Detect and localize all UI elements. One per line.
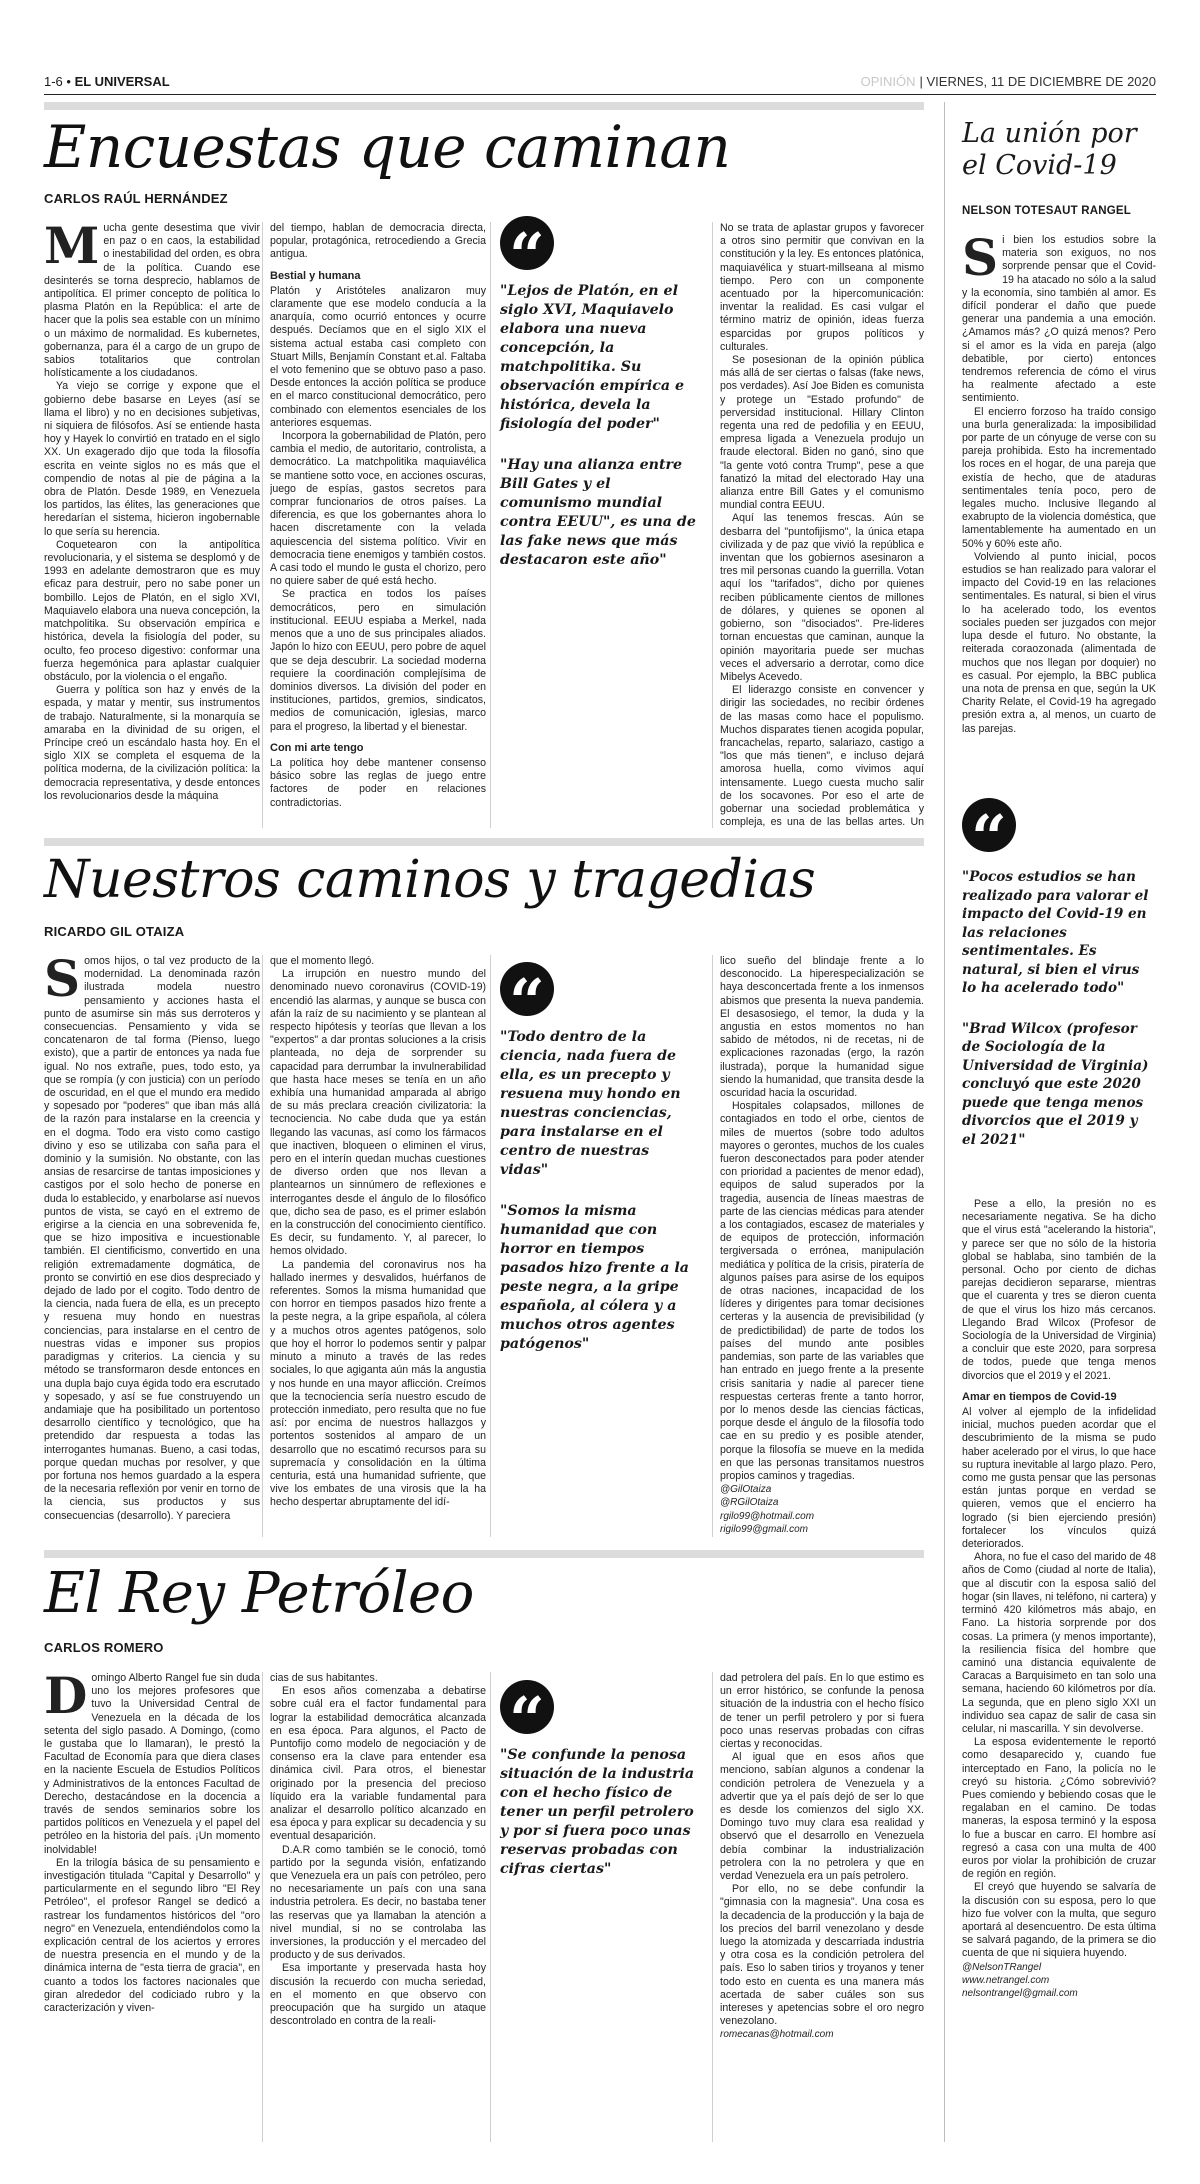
paragraph: Guerra y política son haz y envés de la espada, y matar y mentir, sus instrumentos de trabajo. Naturalmente, si la monarquía se amaraba en la divinidad de su origen, el Príncipe creó un escándalo hasta hoy. En el siglo XIX se completa el esquema de la política moderna, de la civilización política: la democracia representativa, y desde entonces los revolucionarios desde la máquina <box>44 684 260 802</box>
article-1-column-1 <box>44 222 260 830</box>
paragraph: Incorpora la gobernabilidad de Platón, pero cambia el medio, de autoritario, controlista, a democrático. La matchpolitika maquiavélica se mantiene sotto voce, en acciones oscuras, juego de espías, gastos secretos para comprar funcionarios de otros países. La diferencia, es que los gobernantes ahora lo hacen discretamente con la velada aquiescencia del sistema político. Vivir en democracia tiene enemigos y también costos. A casi todo el mundo le gusta el chorizo, pero no quiere saber de qué está hecho. <box>270 430 486 588</box>
pull-quote: "Brad Wilcox (profesor de Sociología de la Universidad de Virginia) concluyó que este 2020 puede que tenga menos divorcios que el 2019 y el 2021" <box>962 1020 1149 1148</box>
column-rule <box>712 222 713 828</box>
column-rule <box>490 222 491 828</box>
article-3-column-2 <box>270 1672 486 2142</box>
page-header: 1-6 • EL UNIVERSAL OPINIÓN | VIERNES, 11 DE DICIEMBRE DE 2020 <box>44 72 1156 95</box>
article-2-column-1 <box>44 955 260 1539</box>
paragraph: Domingo Alberto Rangel fue sin duda uno los mejores profesores que tuvo la Universidad Central de Venezuela en la década de los setenta del siglo pasado. A Domingo, (como le gustaba que lo llamaran), le prestó la Facultad de Economía para que diera clases en la naciente Escuela de Estudios Políticos y Administrativos de la entonces Facultad de Derecho, destacándose en la docencia a través de sendos seminarios sobre los partidos políticos en Venezuela y el papel del petróleo en la historia del país. ¡Un momento inolvidable! <box>44 1672 260 1856</box>
author-contact: www.netrangel.com <box>962 1974 1050 1986</box>
sidebar-rule <box>944 102 945 2142</box>
article-2-headline: Nuestros caminos y tragedias <box>44 850 816 910</box>
paragraph: En la trilogía básica de su pensamiento e investigación titulada "Capital y Desarrollo" y particularmente en el segundo libro "El Rey Petróleo", el profesor Rangel se dedicó a rastrear los fundamentos históricos del "oro negro" en Venezuela, entendiéndolos como la explicación central de los aciertos y errores de nuestra presencia en el mundo y de la dinámica interna de "esta tierra de gracia", en cuanto a todos los factores nacionales que giran alrededor del codiciado rubro y la caracterización y viven- <box>44 1856 260 2015</box>
sidebar-column-bottom <box>962 1198 1156 2142</box>
author-contact: nelsontrangel@gmail.com <box>962 1987 1078 1999</box>
article-2-column-4 <box>720 955 924 1539</box>
column-rule <box>490 955 491 1537</box>
paragraph: Al igual que en esos años que menciono, sabían algunos a condenar la condición petrolera de Venezuela y a advertir que ya el país dejó de ser lo que es desde los comienzos del siglo XX. Domingo tuvo muy clara esa realidad y observó que el desarrollo en Venezuela debía combinar la industrialización petrolera con la no petrolera y que en verdad Venezuela era un país petrolero. <box>720 1751 924 1883</box>
article-1-column-4 <box>720 222 924 830</box>
article-divider <box>44 1550 924 1558</box>
column-rule <box>712 1672 713 2142</box>
pull-quote: "Todo dentro de la ciencia, nada fuera de ella, es un precepto y resuena muy hondo en nuestras conciencias, para instalarse en el centro de nuestras vidas" <box>500 1029 681 1178</box>
paragraph: Por ello, no se debe confundir la "gimnasia con la magnesia". Una cosa es la decadencia de la producción y la baja de los precios del barril venezolano y desde luego la atomizada y descarriada industria y otra cosa es la condición petrolera del país. Eso lo saben tirios y troyanos y tener todo esto en cuenta es una manera más acertada de saber cuáles son sus intereses y apetencias sobre el oro negro venezolano. <box>720 1883 924 2028</box>
pull-quote: "Pocos estudios se han realizado para valorar el impacto del Covid-19 en las relaciones sentimentales. Es natural, si bien el virus lo ha acelerado todo" <box>962 869 1149 996</box>
paragraph: La pandemia del coronavirus nos ha hallado inermes y desvalidos, huérfanos de referentes. Somos la misma humanidad que con horror en tiempos pasados hizo frente a la peste negra, a la gripe española, al cólera y a muchos otros agentes patógenos, solo que hoy el horror lo podemos sentir y palpar minuto a minuto a través de las redes sociales, lo que agiganta aún más la angustia y nos hunde en una mayor aflicción. Creímos que la tecnociencia sería nuestro escudo de protección inmediato, pero resulta que no fue así: por encima de nuestros hallazgos y portentos sostenidos al amparo de un desarrollo que no escatimó recursos para su supremacía y consolidación en la última centuria, está una humanidad sufriente, que vive los embates de una virosis que la ha hecho despertar abruptamente del idí- <box>270 1258 486 1509</box>
paragraph: que el momento llegó. <box>270 955 375 967</box>
paragraph: Volviendo al punto inicial, pocos estudios se han realizado para valorar el impacto del Covid-19 en las relaciones sentimentales. Es natural, si bien el virus lo ha acelerado todo, los eventos sociales pueden ser juzgados con mejor lupa desde el futuro. No obstante, la reiterada coraozonada (alimentada de muchos que nos llegan por doquier) no es casual. Por ejemplo, la BBC publica una nota de prensa en que, según la UK Charity Relate, el Covid-19 ha agregado presión extra a, al menos, un cuarto de las parejas. <box>962 550 1156 735</box>
article-3-column-4 <box>720 1672 924 2142</box>
drop-cap: S <box>962 234 999 287</box>
subheading: Bestial y humana <box>270 269 361 282</box>
quote-icon: “ <box>962 798 1016 852</box>
author-contact: @NelsonTRangel <box>962 1961 1042 1973</box>
paragraph: Aquí las tenemos frescas. Aún se desbarra del "puntofijismo", la única etapa civilizada y de paz que vivió la república e inventan que los gobiernos asesinaron a tres mil personas cuando la guerrilla. Votan aquí los "tarifados", dicho por quienes reciben públicamente cientos de millones de dólares, y quienes se oponen al gobierno, son "disociados". Pre-lideres tornan encuestas que caminan, aunque la opinión mayoritaria puede ser muchas veces el adversario a derrotar, como dice Mibelys Acevedo. <box>720 512 924 683</box>
article-3-byline: CARLOS ROMERO <box>44 1640 164 1655</box>
paragraph: dad petrolera del país. En lo que estimo es un error histórico, se confunde la penosa situación de la industria con el hecho físico de tener un perfil petrolero y por si fuera poco unas reservas probadas con cifras ciertas y reconocidas. <box>720 1672 924 1751</box>
paragraph: Mucha gente desestima que vivir en paz o en caos, la estabilidad o inestabilidad del orden, es obra de la política. Cuando ese desinterés se torna desprecio, hablamos de antipolítica. El primer concepto de política lo plasma Platón en la República: el arte de hacer que la polis sea estable con un mínimo o un máximo de normalidad. Es kubernetes, gobernanza, para él a cargo de un grupo de sabios totalitarios que controlan holísticamente a los ciudadanos. <box>44 222 260 380</box>
paragraph: cias de sus habitantes. <box>270 1672 378 1684</box>
column-rule <box>262 222 263 828</box>
pull-quote: "Se confunde la penosa situación de la industria con el hecho físico de tener un perfil petrolero y por si fuera poco unas reservas probadas con cifras ciertas" <box>500 1747 695 1877</box>
article-1-column-2 <box>270 222 486 830</box>
drop-cap: S <box>44 955 81 1008</box>
quote-icon: “ <box>500 216 554 270</box>
article-1-byline: CARLOS RAÚL HERNÁNDEZ <box>44 191 228 206</box>
drop-cap: M <box>44 222 100 275</box>
sidebar-byline: NELSON TOTESAUT RANGEL <box>962 205 1132 217</box>
top-divider <box>44 102 924 110</box>
sidebar-pull-quotes <box>962 868 1156 1171</box>
paragraph: Al volver al ejemplo de la infidelidad inicial, muchos pueden acordar que el descubrimiento de la misma se pudo haber acelerado por el virus, lo que hace su ruptura inevitable al largo plazo. Pero, como me gusta pensar que las personas están juntas porque en verdad se quieren, vemos que el encierro ha logrado (si bien ejerciendo presión) fortalecer los vínculos quizá deteriorados. <box>962 1406 1156 1551</box>
paragraph: Ya viejo se corrige y expone que el gobierno debe basarse en Leyes (así se llama el libro) y no en decisiones subjetivas, ni siquiera de filósofos. Así se entiende hasta hoy y Hayek lo convirtió en tratado en el siglo XX. Un exagerado dijo que toda la filosofía escrita en veinte siglos no es más que el compendio de notas al pie de página a la obra de Platón. Desde 1989, en Venezuela los partidos, las élites, las generaciones que heredarían el sistema, hicieron ingobernable lo que sería su herencia. <box>44 380 260 538</box>
author-contact: romecanas@hotmail.com <box>720 2029 834 2041</box>
paragraph: En esos años comenzaba a debatirse sobre cuál era el factor fundamental para lograr la estabilidad democrática alcanzada en esa época. Para algunos, el Pacto de Puntofijo como modelo de negociación y de consenso era la clave para entender esa dinámica civil. Para otros, el bienestar originado por la presencia del precioso líquido era la variable fundamental para analizar el desarrollo político alcanzado en esa época y para explicar su decadencia y su eventual desaparición. <box>270 1685 486 1843</box>
article-1-headline: Encuestas que caminan <box>44 113 731 181</box>
column-rule <box>262 955 263 1537</box>
author-contact: @GilOtaiza <box>720 1484 772 1496</box>
newspaper-name: EL UNIVERSAL <box>74 74 170 89</box>
paragraph: lico sueño del blindaje frente a lo desconocido. La hiperespecialización se haya desconcertada frente a los inmensos abismos que presenta la nueva pandemia. El desasosiego, el temor, la duda y la angustia en estos momentos no han sabido de métodos, ni de recetas, ni de explicaciones razonadas (ergo, la razón ilustrada), porque la humanidad sigue siendo la humanidad, que transita desde la oscuridad hacia la oscuridad. <box>720 955 924 1100</box>
section-label: OPINIÓN <box>860 74 916 89</box>
author-contact: rigilo99@gmail.com <box>720 1523 808 1535</box>
column-rule <box>490 1672 491 2142</box>
article-1-pull-quotes <box>500 282 696 592</box>
paragraph: El encierro forzoso ha traído consigo una burla generalizada: la imposibilidad por parte de un cónyuge de verse con su pareja prohibida. Esto ha incrementado los roces en el hogar, de una pareja que existía de hecho, que de ataduras sentimentales tenía poco, pero de legales mucho. Inclusive llegando al exabrupto de la violencia doméstica, que lamentablemente ha aumentado en un 50% y 60% este año. <box>962 405 1156 550</box>
paragraph: El liderazgo consiste en convencer y dirigir las sociedades, no recibir órdenes de las masas como hace el populismo. Muchos disparates tienen acogida popular, francachelas, reparto, salariazo, castigo a "los que más tienen", e incluso dejará amorosa huella, como vivimos aquí intensamente. Luego cuesta mucho salir de los socavones. Por eso el arte de gobernar una sociedad problemática y compleja, es una de las bellas artes. Un <box>720 684 924 829</box>
paragraph: La irrupción en nuestro mundo del denominado nuevo coronavirus (COVID-19) encendió las alarmas, y aunque se busca con afán la raíz de su nacimiento y se plantean al respecto hipótesis y teorías que llevan a los "expertos" a dar prontas soluciones a la crisis planteada, no deja de sorprender su capacidad para derrumbar la invulnerabilidad que hasta hace meses se tenía en un año exhibía una humanidad amparada al abrigo de su más preclara creación civilizatoria: la tecnociencia. No cabe duda que ya están llegando las vacunas, así como los fármacos que inactiven, bloqueen o eliminen el virus, pero en el interín quedan muchas cuestiones de diverso orden que nos llevan a plantearnos un sinnúmero de reflexiones e interrogantes desde el ángulo de lo filosófico que, dicho sea de paso, es el primer eslabón en la construcción del conocimiento científico. Es decir, su fundamento. Y, al parecer, lo hemos olvidado. <box>270 968 486 1258</box>
issue-date: VIERNES, 11 DE DICIEMBRE DE 2020 <box>926 74 1156 89</box>
article-2-byline: RICARDO GIL OTAIZA <box>44 924 185 939</box>
article-3-headline: El Rey Petróleo <box>44 1561 474 1626</box>
article-3-pull-quotes <box>500 1746 696 1901</box>
page-number: 1-6 <box>44 74 63 89</box>
article-3-column-1 <box>44 1672 260 2142</box>
article-2-column-2 <box>270 955 486 1539</box>
subheading: Amar en tiempos de Covid-19 <box>962 1390 1117 1403</box>
paragraph: La política hoy debe mantener consenso básico sobre las reglas de juego entre factores de poder en relaciones contradictorias. <box>270 756 486 809</box>
paragraph: Ahora, no fue el caso del marido de 48 años de Como (ciudad al norte de Italia), que al discutir con la esposa salió del hogar (sin llaves, ni teléfono, ni cartera) y terminó 420 kilómetros más abajo, en Fano. La historia sorprende por dos cosas. La primera (y menos importante), la resiliencia física del hombre que caminó una distancia equivalente de Caracas a Barquisimeto en tan solo una semana, haciendo 60 kilómetros por día. La segunda, que en pleno siglo XXI un individuo sea capaz de salir de casa sin celular, ni mascarilla. Y sin devolverse. <box>962 1551 1156 1735</box>
paragraph: Se practica en todos los países democráticos, pero en simulación institucional. EEUU espiaba a Merkel, nada menos que a uno de sus principales aliados. Japón lo hizo con EEUU, pero pobre de aquel que se deja descubrir. La sociedad moderna requiere la coordinación complejísima de dominios diversos. La división del poder en instituciones, partidos, gremios, sindicatos, medios de comunicación, iglesias, marco para el progreso, la libertad y el bienestar. <box>270 588 486 733</box>
paragraph: Si bien los estudios sobre la materia son exiguos, no nos sorprende pensar que el Covid-19 ha atacado no sólo a la salud y la economía, sino también al amor. Es difícil ponderar el daño que puede generar una pandemia a una emoción. ¿Amamos más? ¿O quizá menos? Pero si el amor es la vida en pareja (algo debatible, por cierto) entonces tendremos referencia de cómo el virus ha realmente afectado a este sentimiento. <box>962 234 1156 405</box>
paragraph: El creyó que huyendo se salvaría de la discusión con su esposa, pero lo que hizo fue volver con la multa, que seguro aportará al desencuentro. De esta última se salvará pagando, de la primera se dio cuenta de que ni siquiera huyendo. <box>962 1881 1156 1960</box>
paragraph: Somos hijos, o tal vez producto de la modernidad. La denominada razón ilustrada modela nuestro pensamiento y acciones hasta el punto de asumirse sin más sus derroteros y consecuencias. Pensamiento y vida se concatenaron de tal forma (Pienso, luego existo), que a partir de entonces ya nada fue igual. No nos extrañe, pues, todo esto, ya que se rompía (y con justicia) con un período de oscuridad, en el que el mundo era medido y sopesado por "poderes" que iban más allá de la razón para instalarse en la creencia y en el dogma. Todo era visto como castigo divino y eso se utilizaba con saña para el dominio y la sumisión. No obstante, con las ansias de resarcirse de tantas imposiciones y castigos por el solo hecho de ponerse en duda lo establecido, y enarbolarse así nuevos puntos de vista, se cayó en el extremo de erigirse a la ciencia en una sobrevenida fe, que se hizo impositiva e incuestionable también. El cientificismo, convertido en una religión extremadamente dogmática, de pronto se convirtió en ese dios despreciado y dejado de lado por el cogito. Todo dentro de la ciencia, nada fuera de ella, es un precepto y resuena muy hondo en nuestras conciencias, para instalarse en el centro de nuestras vidas e imponer sus propios paradigmas y criterios. La ciencia y su método se transformaron desde entonces en una dupla bajo cuya égida todo era escrutado y sopesado, y así se fue construyendo un andamiaje que ha posibilitado un portentoso desarrollo científico y tecnológico, que ha pretendido dar respuesta a todas las interrogantes humanas. Bueno, a casi todas, porque quedan muchas por resolver, y que por fortuna nos hemos guardado a la espera de la necesaria reflexión por venir en torno de la ciencia, sus productos y sus consecuencias (desarrollo). Y pareciera <box>44 955 260 1522</box>
paragraph: Platón y Aristóteles analizaron muy claramente que ese modelo conducía a la anarquía, como ocurrió entonces y ocurre después. Decíamos que en el siglo XIX el sistema actual estaba casi completo con Stuart Mills, Benjamín Constant et.al. Faltaba el voto femenino que se obtuvo paso a paso. Desde entonces la acción política se produce en el marco constitucional democrático, pero combinado con elementos esenciales de los anteriores esquemas. <box>270 284 486 429</box>
paragraph: Coquetearon con la antipolítica revolucionaria, y el sistema se desplomó y de 1993 en adelante demostraron que es muy eficaz para destruir, pero no sabe poner un bombillo. Lejos de Platón, en el siglo XVI, Maquiavelo elabora una nueva concepción, la matchpolitika. Su observación empírica e histórica, devela la fisiología del poder, su oculto, feo proceso digestivo: conformar una fuerza hegemónica para aplastar cualquier obstáculo, por la violencia o el engaño. <box>44 538 260 683</box>
paragraph: D.A.R como también se le conoció, tomó partido por la segunda visión, enfatizando que Venezuela era un país con petróleo, pero no necesariamente un país con una sana industria petrolera. Es decir, no bastaba tener las reservas que ya llamaban la atención a nivel mundial, si no se controlaba las inversiones, la producción y el mercadeo del producto y de sus derivados. <box>270 1843 486 1962</box>
subheading: Con mi arte tengo <box>270 741 364 754</box>
sidebar-column-top <box>962 234 1156 776</box>
drop-cap: D <box>44 1672 88 1725</box>
pull-quote: "Lejos de Platón, en el siglo XVI, Maquiavelo elabora una nueva concepción, la matchpolitika. Su observación empírica e histórica, devela la fisiología del poder" <box>500 283 685 432</box>
column-rule <box>262 1672 263 2142</box>
quote-icon: “ <box>500 962 554 1016</box>
article-2-pull-quotes <box>500 1028 696 1376</box>
pull-quote: "Somos la misma humanidad que con horror en tiempos pasados hizo frente a la peste negra, a la gripe española, al cólera y a muchos otros agentes patógenos" <box>500 1203 689 1352</box>
sidebar-headline: La unión por el Covid-19 <box>962 118 1137 181</box>
paragraph: Pese a ello, la presión no es necesariamente negativa. Se ha dicho que el virus está "acelerando la historia", y parece ser que no sólo de la historia global se hablaba, sino también de la personal. Ocho por ciento de dichas parejas decidieron separarse, mientras que el cuarenta y tres se dieron cuenta de que el virus los hizo más cercanos. Llegando Brad Wilcox (Profesor de Sociología de la Universidad de Virginia) a concluir que este 2020, para sorpresa de todos, puede que tenga menos divorcios que el 2019 y el 2021. <box>962 1198 1156 1382</box>
paragraph: La esposa evidentemente le reportó como desaparecido y, cuando fue interceptado en Fano, la policía no le creyó su historia. ¿Cómo sobrevivió? Pues comiendo y bebiendo cosas que le regalaban en el camino. De todas maneras, la esposa terminó y la esposa lo fue a buscar en carro. El hombre así regresó a casa con una multa de 400 euros por violar la prohibición de cruzar de región en región. <box>962 1736 1156 1881</box>
author-contact: rgilo99@hotmail.com <box>720 1510 815 1522</box>
paragraph: Esa importante y preservada hasta hoy discusión la recuerdo con mucha seriedad, en el momento en que observo con preocupación que ha surgido un ataque descontrolado en contra de la reali- <box>270 1962 486 2028</box>
paragraph: Hospitales colapsados, millones de contagiados en todo el orbe, cientos de miles de muertos (sobre todo adultos mayores o gerontes, muchos de los cuales fueron desconectados para poder atender con prioridad a pacientes de menor edad), equipos de salud superados por la tragedia, ausencia de líneas maestras de parte de las ciencias médicas para atender a los contagiados, escasez de materiales y de equipos de protección, información tergiversada o errónea, manipulación mediática y política de la crisis, piratería de algunos países para asirse de los equipos de otras naciones, incapacidad de los líderes y dirigentes para tomar decisiones certeras y la ausencia de previsibilidad (y de predictibilidad) de parte de todos los países del mundo ante posibles pandemias, son parte de las variables que han entrado en juego frente a la presente crisis sanitaria y nadie al parecer tiene respuestas certeras frente a tanto horror, por lo menos desde las ciencias fácticas, porque desde el ángulo de la filosofía todo cae en su predio y es posible atender, porque la filosofía se mueve en la medida en que las personas transitamos nuestros propios caminos y tragedias. <box>720 1100 924 1482</box>
column-rule <box>712 955 713 1537</box>
paragraph: del tiempo, hablan de democracia directa, popular, protagónica, retrocediendo a Grecia antigua. <box>270 222 486 261</box>
article-divider <box>44 838 924 846</box>
pull-quote: "Hay una alianza entre Bill Gates y el comunismo mundial contra EEUU", es una de las fake news que más destacaron este año" <box>500 457 696 568</box>
paragraph: Se posesionan de la opinión pública más allá de ser ciertas o falsas (fake news, pos verdades). Así Joe Biden es comunista y protege un "Estado profundo" de perversidad institucional. Hillary Clinton regenta una red de pedofilia y en EEUU, empresa ligada a Venezuela produjo un fraude electoral. Biden no ganó, sino que "la gente votó contra Trump", pese a que fanatizó la mitad del electorado Hay una alianza entre Bill Gates y el comunismo mundial contra EEUU. <box>720 354 924 512</box>
author-contact: @RGilOtaiza <box>720 1497 779 1509</box>
quote-icon: “ <box>500 1680 554 1734</box>
paragraph: No se trata de aplastar grupos y favorecer a otros sino permitir que convivan en la constitución y la ley. Es entonces platónica, maquiavélica y stuart-millseana al mismo tiempo. Pero con un componente acentuado por la hipercomunicación: inventar la realidad. Es casi vulgar el término matriz de opinión, ideas fuerza esparcidas por grupos políticos y culturales. <box>720 222 924 353</box>
